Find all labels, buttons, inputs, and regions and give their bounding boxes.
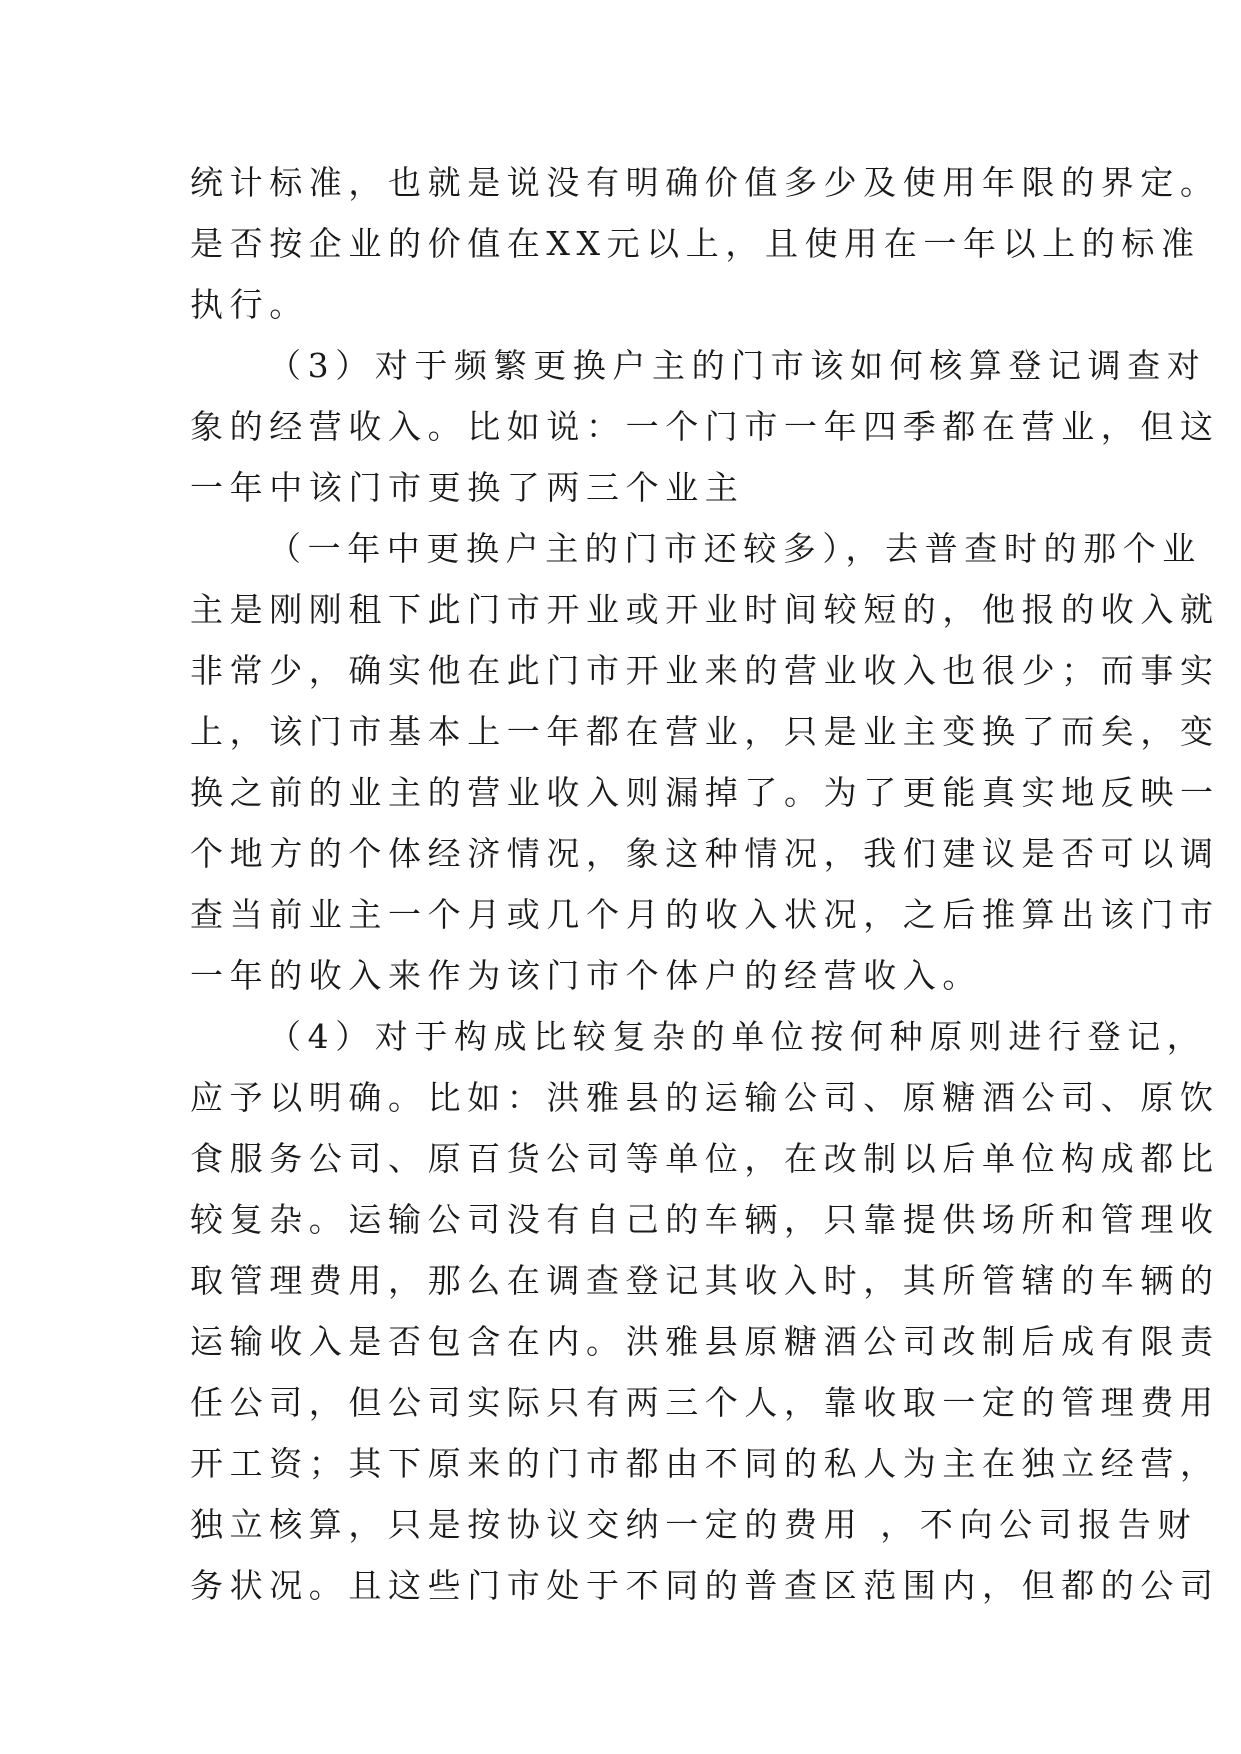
text-line: 务状况。且这些门市处于不同的普查区范围内，但都的公司 xyxy=(190,1566,1220,1605)
text-line: 查当前业主一个月或几个月的收入状况，之后推算出该门市 xyxy=(190,895,1220,934)
text-line: 统计标准，也就是说没有明确价值多少及使用年限的界定。 xyxy=(190,163,1220,202)
text-line: 个地方的个体经济情况，象这种情况，我们建议是否可以调 xyxy=(190,834,1220,873)
text-line: 任公司，但公司实际只有两三个人，靠收取一定的管理费用 xyxy=(190,1383,1220,1422)
text-line: 食服务公司、原百货公司等单位，在改制以后单位构成都比 xyxy=(190,1139,1220,1178)
text-line: 一年的收入来作为该门市个体户的经营收入。 xyxy=(190,956,982,995)
text-line: 独立核算，只是按协议交纳一定的费用 ，不向公司报告财 xyxy=(190,1505,1198,1544)
text-line: 换之前的业主的营业收入则漏掉了。为了更能真实地反映一 xyxy=(190,773,1220,812)
text-line: 应予以明确。比如：洪雅县的运输公司、原糖酒公司、原饮 xyxy=(190,1078,1220,1117)
text-line: 执行。 xyxy=(190,285,309,324)
text-line: 上，该门市基本上一年都在营业，只是业主变换了而矣，变 xyxy=(190,712,1220,751)
text-line: 象的经营收入。比如说：一个门市一年四季都在营业，但这 xyxy=(190,407,1220,446)
document-body xyxy=(190,152,1220,1616)
text-line: 开工资；其下原来的门市都由不同的私人为主在独立经营， xyxy=(190,1444,1220,1483)
text-line: 取管理费用，那么在调查登记其收入时，其所管辖的车辆的 xyxy=(190,1261,1220,1300)
text-line: 非常少，确实他在此门市开业来的营业收入也很少；而事实 xyxy=(190,651,1220,690)
text-line: 运输收入是否包含在内。洪雅县原糖酒公司改制后成有限责 xyxy=(190,1322,1220,1361)
text-line: 主是刚刚租下此门市开业或开业时间较短的，他报的收入就 xyxy=(190,590,1220,629)
text-line: 较复杂。运输公司没有自己的车辆，只靠提供场所和管理收 xyxy=(190,1200,1220,1239)
paragraph-start-line: （4）对于构成比较复杂的单位按何种原则进行登记， xyxy=(268,1017,1207,1056)
paragraph-start-line: （3）对于频繁更换户主的门市该如何核算登记调查对 xyxy=(268,346,1207,385)
text-line: 一年中该门市更换了两三个业主 xyxy=(190,468,745,507)
text-line: 是否按企业的价值在XX元以上，且使用在一年以上的标准 xyxy=(190,224,1201,263)
paragraph-start-line: （一年中更换户主的门市还较多），去普查时的那个业 xyxy=(268,529,1202,568)
